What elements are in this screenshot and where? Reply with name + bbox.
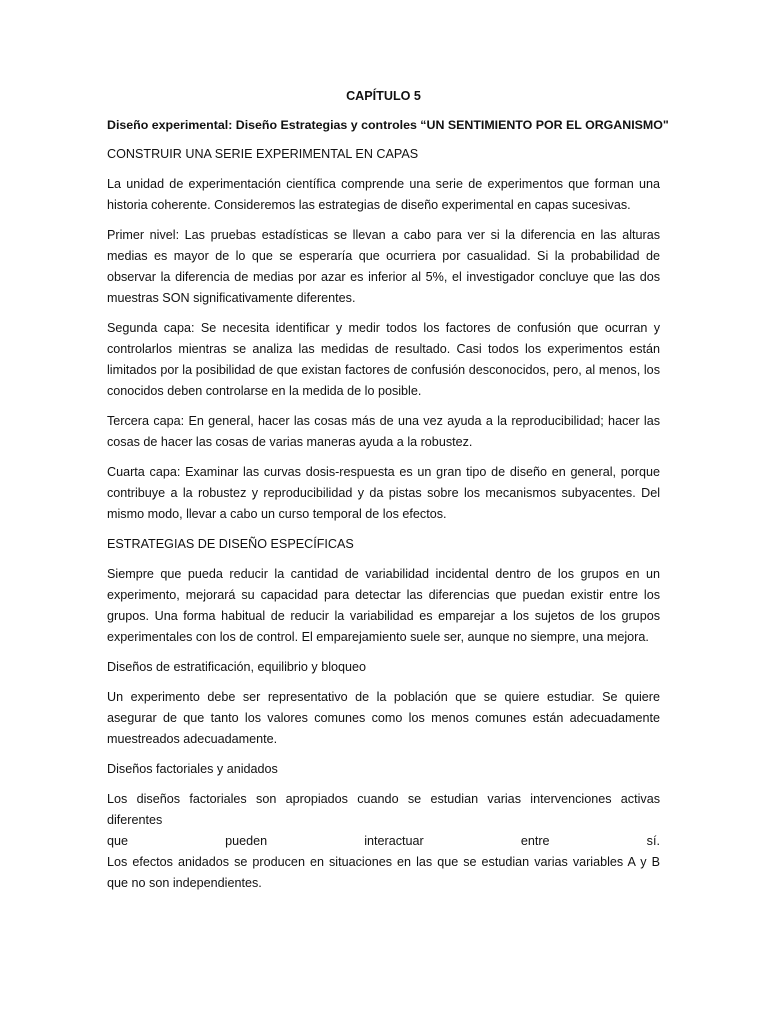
document-subtitle: Diseño experimental: Diseño Estrategias y controles “UN SENTIMIENTO POR EL ORGANISMO": [107, 118, 669, 132]
second-layer-paragraph: Segunda capa: Se necesita identificar y medir todos los factores de confusión que ocurran y controlarlos mientras se analiza las medidas de resultado. Casi todos los experimentos están limitados por la posibilidad de que existan factores de confusión desconocidos, pero, al menos, los conocidos deben controlarse en la medida de lo posible.: [107, 321, 660, 398]
intro-paragraph: La unidad de experimentación científica comprende una serie de experimentos que forman una historia coherente. Consideremos las estrategias de diseño experimental en capas sucesivas.: [107, 177, 660, 212]
section-heading-layers: CONSTRUIR UNA SERIE EXPERIMENTAL EN CAPAS: [107, 147, 419, 161]
third-layer-paragraph: Tercera capa: En general, hacer las cosas más de una vez ayuda a la reproducibilidad; hacer las cosas de hacer las cosas de varias maneras ayuda a la robustez.: [107, 414, 660, 449]
factorial-word: interactuar: [364, 834, 424, 848]
factorial-word: sí.: [646, 834, 660, 848]
stratification-paragraph: Un experimento debe ser representativo de la población que se quiere estudiar. Se quiere asegurar de que tanto los valores comunes como los menos comunes están adecuadamente muestreados adecuadamente.: [107, 690, 660, 746]
factorial-word: entre: [520, 834, 550, 848]
factorial-paragraph: [107, 789, 660, 894]
strategies-paragraph: Siempre que pueda reducir la cantidad de variabilidad incidental dentro de los grupos en un experimento, mejorará su capacidad para detectar las diferencias que puedan existir entre los grupos. Una forma habitual de reducir la variabilidad es emparejar a los sujetos de los grupos experimentales con los de control. El emparejamiento suele ser, aunque no siempre, una mejora.: [107, 567, 660, 644]
factorial-word: que: [107, 834, 129, 848]
document-page: [107, 86, 669, 903]
chapter-title: CAPÍTULO 5: [346, 89, 421, 103]
first-layer-paragraph: Primer nivel: Las pruebas estadísticas se llevan a cabo para ver si la diferencia en las alturas medias es mayor de lo que se esperaría que ocurriera por casualidad. Si la probabilidad de observar la diferencia de medias por azar es inferior al 5%, el investigador concluye que las dos muestras SON significativamente diferentes.: [107, 228, 660, 305]
factorial-line-2: [107, 831, 660, 852]
section-heading-stratification: Diseños de estratificación, equilibrio y bloqueo: [107, 660, 367, 674]
section-heading-strategies: ESTRATEGIAS DE DISEÑO ESPECÍFICAS: [107, 537, 354, 551]
section-heading-factorial: Diseños factoriales y anidados: [107, 762, 278, 776]
factorial-word: pueden: [225, 834, 268, 848]
fourth-layer-paragraph: Cuarta capa: Examinar las curvas dosis-respuesta es un gran tipo de diseño en general, porque contribuye a la robustez y reproducibilidad y da pistas sobre los mecanismos subyacentes. Del mismo modo, llevar a cabo un curso temporal de los efectos.: [107, 465, 660, 521]
nested-line: Los efectos anidados se producen en situaciones en las que se estudian varias variables A y B que no son independientes.: [107, 855, 660, 890]
factorial-line-1: Los diseños factoriales son apropiados cuando se estudian varias intervenciones activas diferentes: [107, 792, 660, 827]
